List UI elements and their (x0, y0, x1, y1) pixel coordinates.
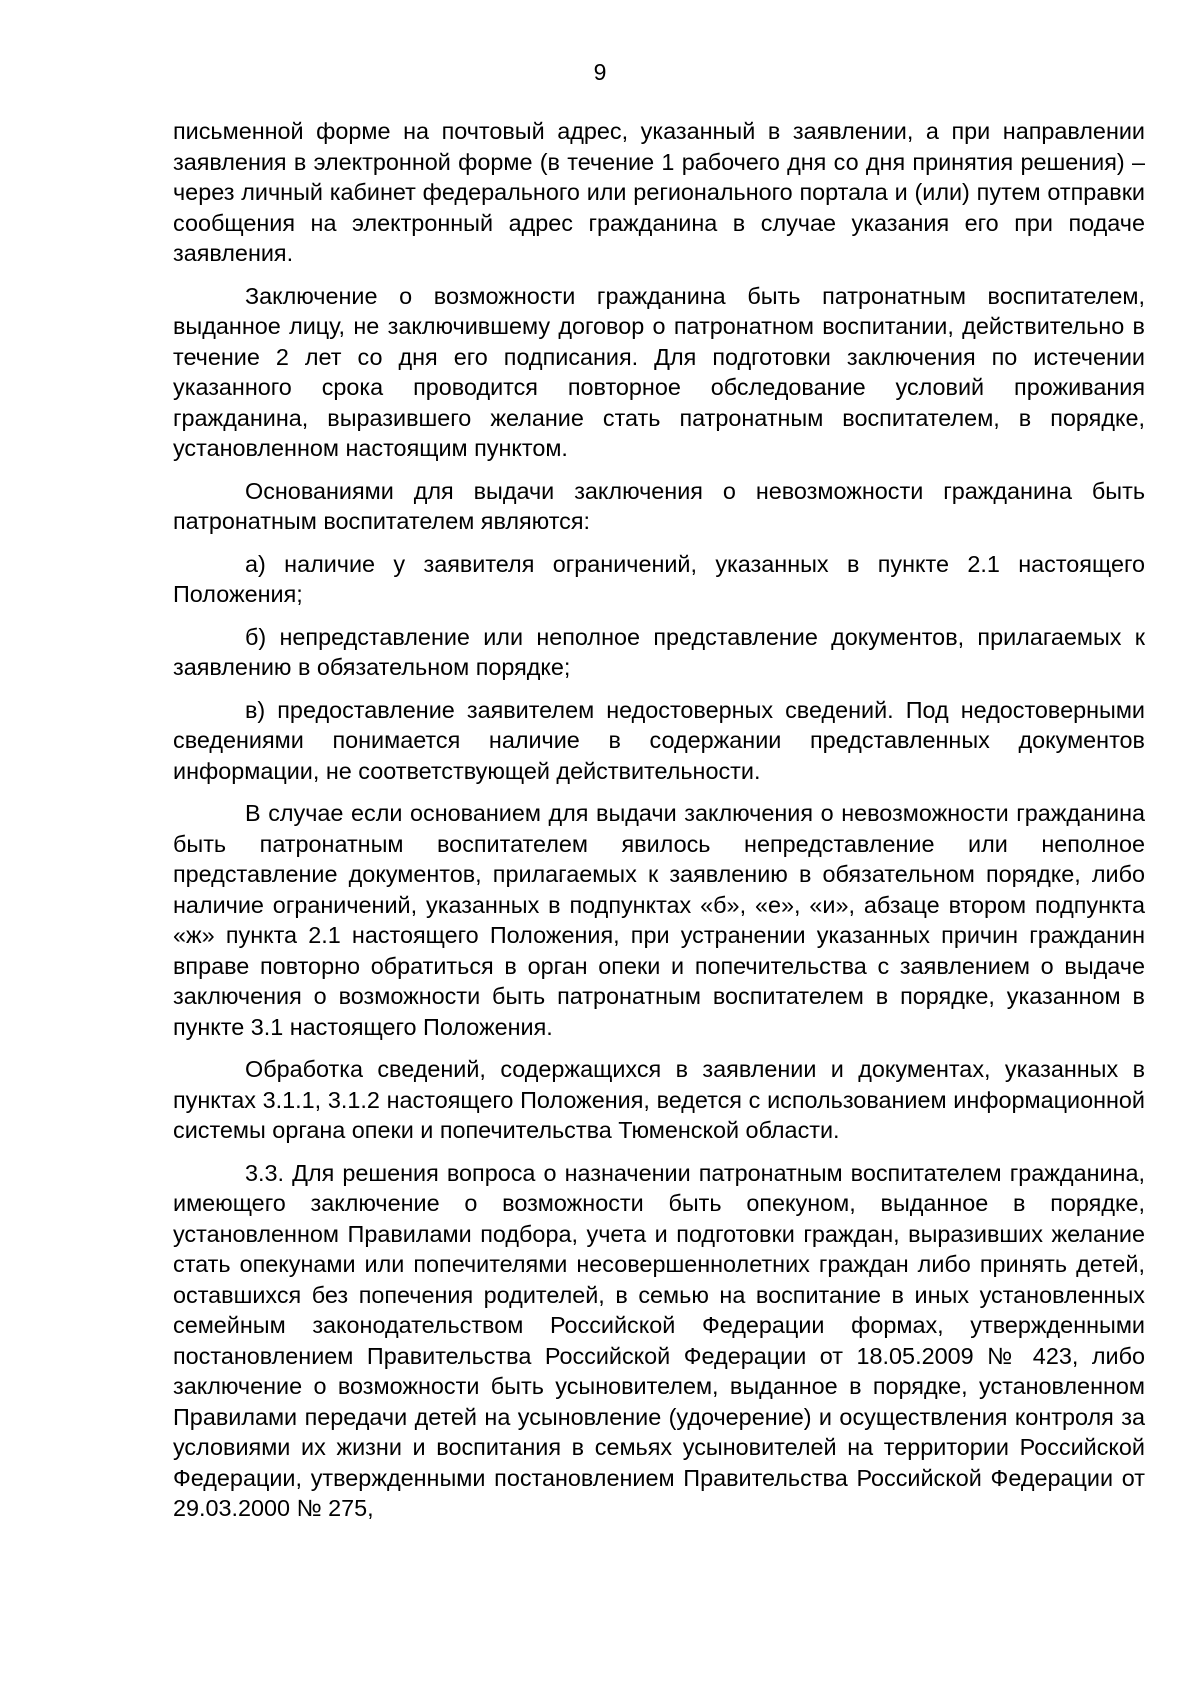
paragraph-section-3-3: 3.3. Для решения вопроса о назначении патронатным воспитателем гражданина, имеющего заключение о возможности быть опекуном, выданное в порядке, установленном Правилами подбора, учета и подготовки граждан, выразивших желание стать опекунами или попечителями несовершеннолетних граждан либо принять детей, оставшихся без попечения родителей, в семью на воспитание в иных установленных семейным законодательством Российской Федерации формах, утвержденными постановлением Правительства Российской Федерации от 18.05.2009 № 423, либо заключение о возможности быть усыновителем, выданное в порядке, установленном Правилами передачи детей на усыновление (удочерение) и осуществления контроля за условиями их жизни и воспитания в семьях усыновителей на территории Российской Федерации, утвержденными постановлением Правительства Российской Федерации от 29.03.2000 № 275, (173, 1159, 1145, 1521)
paragraph-conclusion-validity: Заключение о возможности гражданина быть патронатным воспитателем, выданное лицу, не заключившему договор о патронатном воспитании, действительно в течение 2 лет со дня его подписания. Для подготовки заключения по истечении указанного срока проводится повторное обследование условий проживания гражданина, выразившего желание стать патронатным воспитателем, в порядке, установленном настоящим пунктом. (173, 282, 1145, 461)
paragraph-item-a: а) наличие у заявителя ограничений, указанных в пункте 2.1 настоящего Положения; (173, 550, 1145, 607)
paragraph-data-processing: Обработка сведений, содержащихся в заявлении и документах, указанных в пунктах 3.1.1, 3.1.2 настоящего Положения, ведется с использованием информационной системы органа опеки и попечительства Тюменской области. (173, 1056, 1145, 1143)
paragraph-item-b: б) непредставление или неполное представление документов, прилагаемых к заявлению в обязательном порядке; (173, 623, 1145, 680)
paragraph-continuation: письменной форме на почтовый адрес, указанный в заявлении, а при направлении заявления в электронной форме (в течение 1 рабочего дня со дня принятия решения) – через личный кабинет федерального или регионального портала и (или) путем отправки сообщения на электронный адрес гражданина в случае указания его при подаче заявления. (173, 118, 1145, 266)
page-number: 9 (593, 59, 607, 85)
document-body (173, 116, 1145, 1536)
paragraph-grounds: Основаниями для выдачи заключения о невозможности гражданина быть патронатным воспитателем являются: (173, 477, 1145, 534)
paragraph-item-v: в) предоставление заявителем недостоверных сведений. Под недостоверными сведениями понимается наличие в содержании представленных документов информации, не соответствующей действительности. (173, 696, 1145, 784)
paragraph-reapplication: В случае если основанием для выдачи заключения о невозможности гражданина быть патронатным воспитателем явилось непредставление или неполное представление документов, прилагаемых к заявлению в обязательном порядке, либо наличие ограничений, указанных в подпунктах «б», «е», «и», абзаце втором подпункта «ж» пункта 2.1 настоящего Положения, при устранении указанных причин гражданин вправе повторно обратиться в орган опеки и попечительства с заявлением о выдаче заключения о возможности быть патронатным воспитателем в порядке, указанном в пункте 3.1 настоящего Положения. (173, 800, 1145, 1040)
